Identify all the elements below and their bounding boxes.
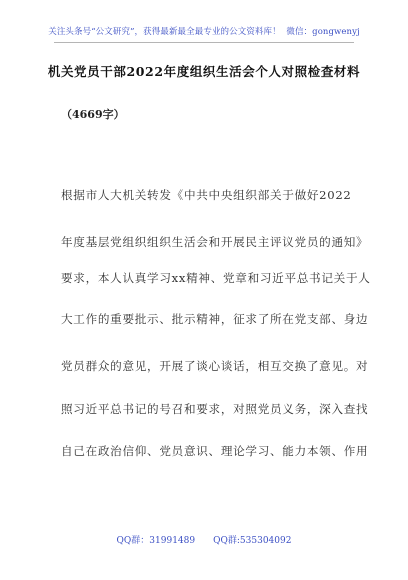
header-promo: 获得最新最全最专业的公文资料库！ xyxy=(143,27,281,37)
word-count: （4669字） xyxy=(61,108,125,121)
footer-qq-group-1: QQ群：31991489 xyxy=(116,536,196,546)
header-account: “公文研究”， xyxy=(91,27,144,37)
header-divider xyxy=(54,42,354,43)
header-wechat: 微信：gongwenyj xyxy=(286,27,360,37)
body-line: 大工作的重要批示、批示精神，征求了所在党支部、身边 xyxy=(61,312,369,326)
body-line: 党员群众的意见，开展了谈心谈话，相互交换了意见。对 xyxy=(61,359,369,373)
footer-contact xyxy=(0,533,408,546)
body-line: 自己在政治信仰、党员意识、理论学习、能力本领、作用 xyxy=(61,444,369,458)
body-line: 根据市人大机关转发《中共中央组织部关于做好2022 xyxy=(61,188,352,202)
body-line: 照习近平总书记的号召和要求，对照党员义务，深入查找 xyxy=(61,402,369,416)
body-line: 年度基层党组织组织生活会和开展民主评议党员的通知》 xyxy=(61,235,369,249)
header-prefix: 关注头条号 xyxy=(48,27,92,37)
header-promo-line xyxy=(0,25,408,37)
footer-qq-group-2: QQ群:535304092 xyxy=(213,536,292,546)
body-line: 要求，本人认真学习xx精神、党章和习近平总书记关于人 xyxy=(61,271,371,285)
document-title: 机关党员干部2022年度组织生活会个人对照检查材料 xyxy=(47,64,361,79)
